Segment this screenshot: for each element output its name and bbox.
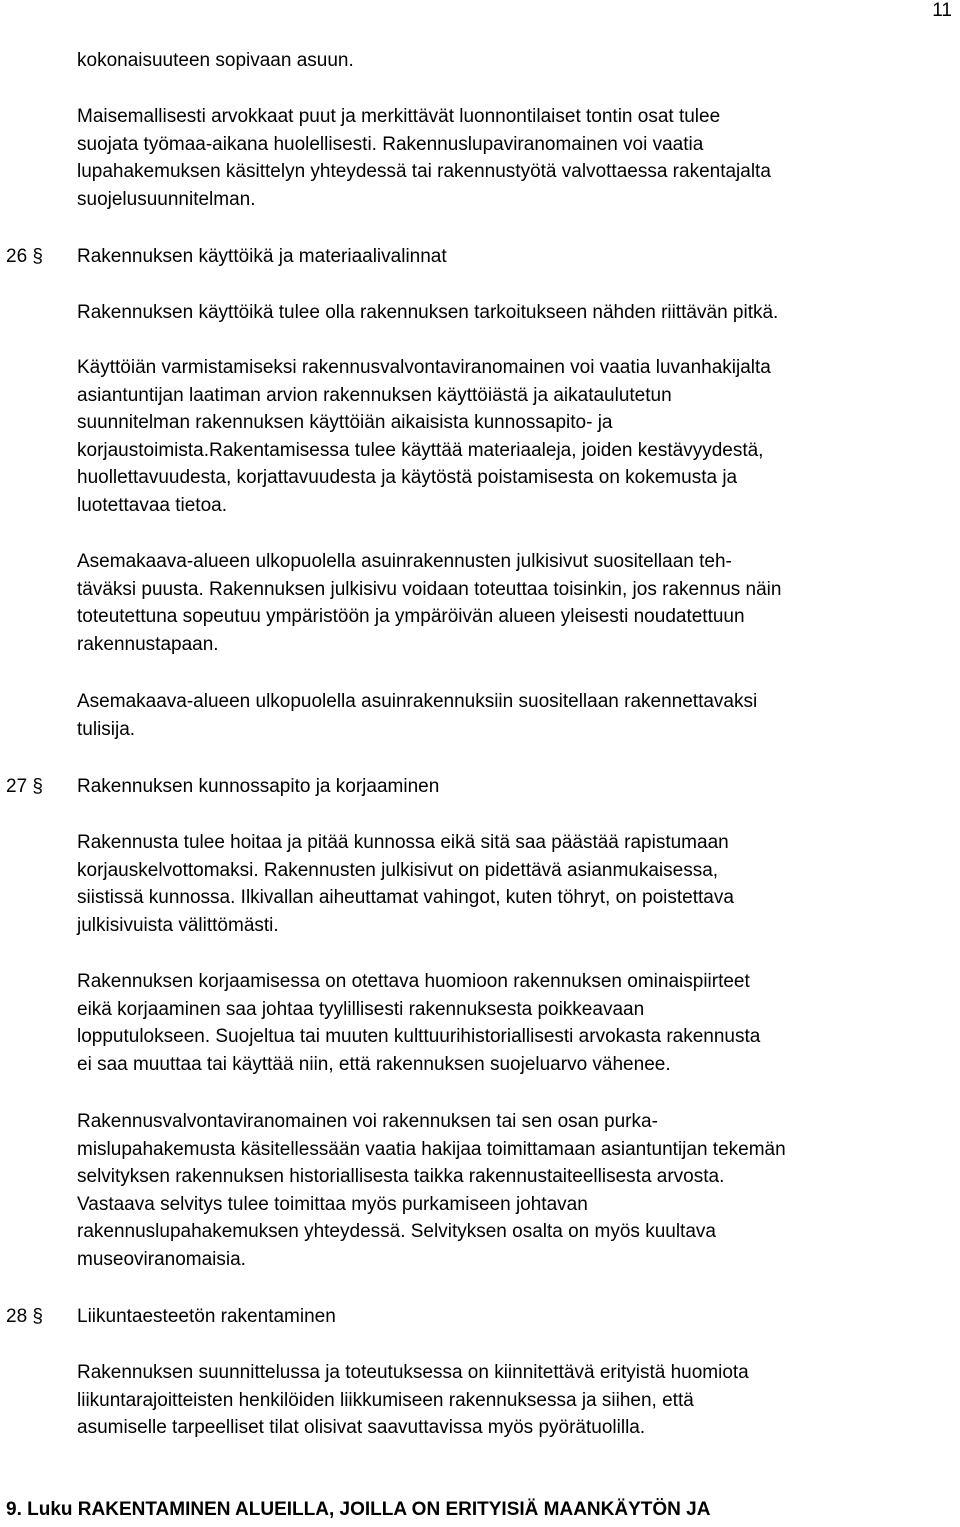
text-line: liikuntarajoitteisten henkilöiden liikkumiseen rakennuksessa ja siihen, että: [77, 1389, 694, 1411]
section-28-paragraph-1: [77, 1359, 957, 1442]
text-line: rakennustapaan.: [77, 633, 219, 655]
text-line: Vastaava selvitys tulee toimittaa myös purkamiseen johtavan: [77, 1193, 588, 1215]
section-27-paragraph-1: [77, 829, 957, 939]
section-27-number: 27 §: [6, 776, 43, 797]
text-line: tulisija.: [77, 718, 136, 740]
text-line: kokonaisuuteen sopivaan asuun.: [77, 50, 354, 71]
section-27-title: Rakennuksen kunnossapito ja korjaaminen: [77, 776, 440, 797]
section-26-paragraph-4: [77, 688, 957, 743]
text-line: korjauskelvottomaksi. Rakennusten julkisivut on pidettävä asianmukaisessa,: [77, 859, 719, 881]
section-26-paragraph-2: [77, 354, 957, 519]
text-line: suojata työmaa-aikana huolellisesti. Rakennuslupaviranomainen voi vaatia: [77, 133, 704, 155]
text-line: Käyttöiän varmistamiseksi rakennusvalvontaviranomainen voi vaatia luvanhakijalta: [77, 357, 771, 378]
text-line: täväksi puusta. Rakennuksen julkisivu voidaan toteuttaa toisinkin, jos rakennus näin: [77, 578, 782, 600]
text-line: siistissä kunnossa. Ilkivallan aiheuttamat vahingot, kuten töhryt, on poistettava: [77, 887, 734, 908]
text-line: Asemakaava-alueen ulkopuolella asuinrakennusten julkisivut suositellaan teh-: [77, 551, 732, 572]
intro-paragraph-2: [77, 103, 957, 213]
text-line: toteutettuna sopeutuu ympäristöön ja ympäröivän alueen yleisesti noudatettuun: [77, 606, 745, 627]
text-line: Rakennuksen suunnittelussa ja toteutuksessa on kiinnitettävä erityistä huomiota: [77, 1362, 749, 1383]
section-28-number: 28 §: [6, 1306, 43, 1327]
text-line: huollettavuudesta, korjattavuudesta ja käytöstä poistamisesta on kokemusta ja: [77, 467, 738, 488]
text-line: suojelusuunnitelman.: [77, 188, 256, 210]
text-line: lopputulokseen. Suojeltua tai muuten kulttuurihistoriallisesti arvokasta rakennusta: [77, 1026, 761, 1047]
section-28-title: Liikuntaesteetön rakentaminen: [77, 1306, 336, 1327]
text-line: rakennuslupahakemuksen yhteydessä. Selvityksen osalta on myös kuultava: [77, 1221, 716, 1242]
text-line: korjaustoimista.Rakentamisessa tulee käyttää materiaaleja, joiden kestävyydestä,: [77, 439, 764, 461]
text-line: Maisemallisesti arvokkaat puut ja merkittävät luonnontilaiset tontin osat tulee: [77, 106, 721, 127]
section-26-number: 26 §: [6, 246, 43, 267]
text-line: julkisivuista välittömästi.: [77, 914, 279, 936]
text-line: mislupahakemusta käsitellessään vaatia hakijaa toimittamaan asiantuntijan tekemän: [77, 1138, 786, 1160]
text-line: Rakennusvalvontaviranomainen voi rakennuksen tai sen osan purka-: [77, 1111, 658, 1132]
text-line: lupahakemuksen käsittelyn yhteydessä tai rakennustyötä valvottaessa rakentajalta: [77, 161, 771, 182]
text-line: Rakennuksen käyttöikä tulee olla rakennuksen tarkoitukseen nähden riittävän pitkä.: [77, 302, 779, 323]
text-line: eikä korjaaminen saa johtaa tyylillisesti rakennuksesta poikkeavaan: [77, 998, 645, 1020]
text-line: asumiselle tarpeelliset tilat olisivat saavuttavissa myös pyörätuolilla.: [77, 1417, 646, 1438]
text-line: Rakennusta tulee hoitaa ja pitää kunnossa eikä sitä saa päästää rapistumaan: [77, 832, 729, 853]
text-line: ei saa muuttaa tai käyttää niin, että rakennuksen suojeluarvo vähenee.: [77, 1053, 671, 1075]
text-line: Rakennuksen korjaamisessa on otettava huomioon rakennuksen ominaispiirteet: [77, 971, 750, 992]
text-line: luotettavaa tietoa.: [77, 494, 227, 516]
text-line: museoviranomaisia.: [77, 1248, 246, 1270]
intro-paragraph-1: [77, 47, 957, 75]
page-number: 11: [932, 0, 952, 21]
section-26-paragraph-1: [77, 299, 957, 327]
section-26-paragraph-3: [77, 548, 957, 658]
section-27-paragraph-3: [77, 1108, 957, 1273]
text-line: selvityksen rakennuksen historiallisesta taikka rakennustaiteellisesta arvosta.: [77, 1166, 725, 1187]
chapter-heading: 9. Luku RAKENTAMINEN ALUEILLA, JOILLA ON ERITYISIÄ MAANKÄYTÖN JA: [6, 1499, 711, 1520]
text-line: Asemakaava-alueen ulkopuolella asuinrakennuksiin suositellaan rakennettavaksi: [77, 691, 758, 712]
section-26-title: Rakennuksen käyttöikä ja materiaalivalinnat: [77, 246, 447, 267]
section-27-paragraph-2: [77, 968, 957, 1078]
text-line: suunnitelman rakennuksen käyttöiän aikaisista kunnossapito- ja: [77, 412, 613, 433]
text-line: asiantuntijan laatiman arvion rakennuksen käyttöiästä ja aikataulutetun: [77, 384, 672, 406]
